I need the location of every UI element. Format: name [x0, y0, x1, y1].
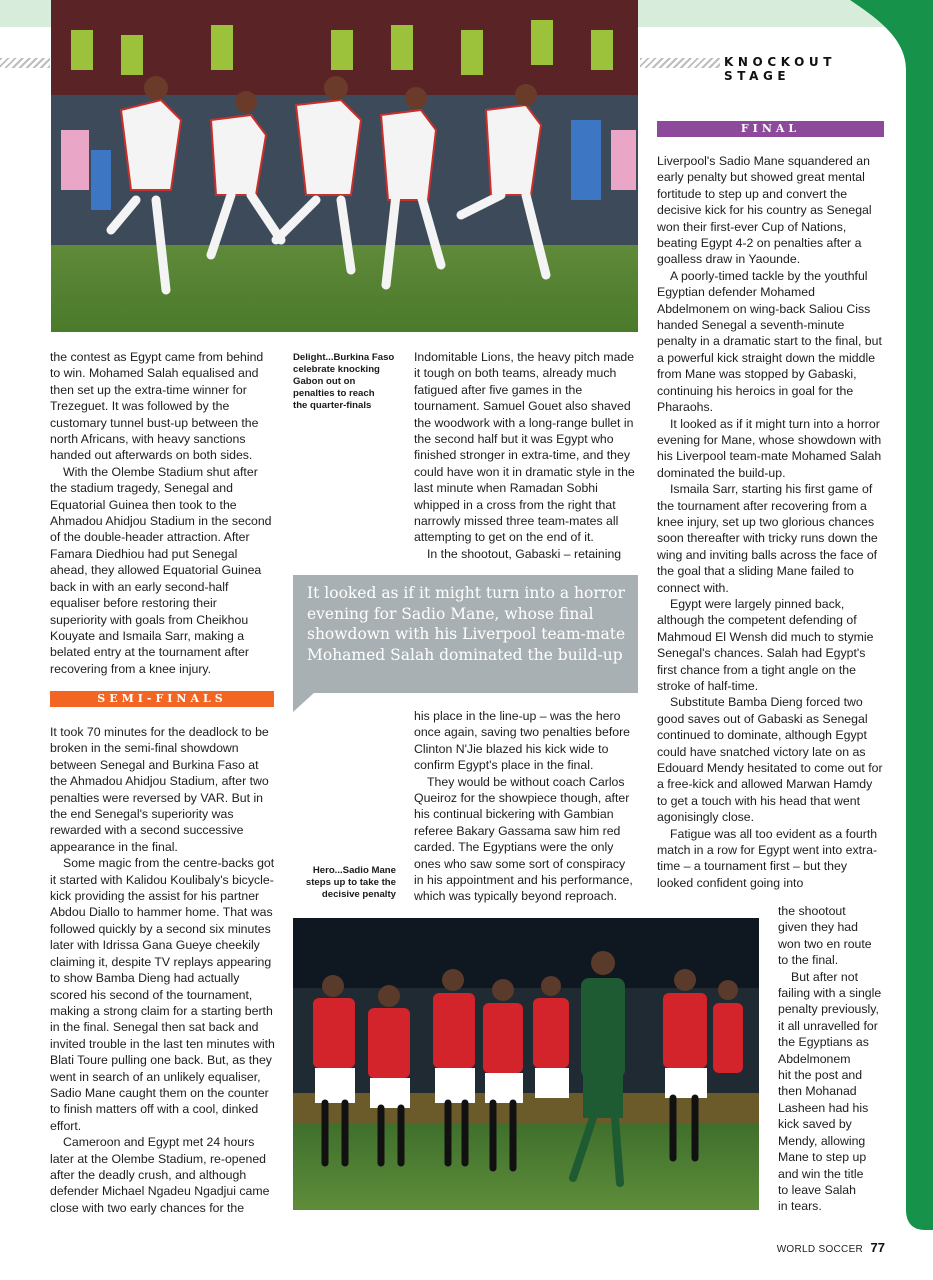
- narrow-line: Lasheen had his: [778, 1100, 869, 1115]
- column-3: [657, 153, 885, 891]
- column-1-paragraph: Cameroon and Egypt met 24 hours later at the Olembe Stadium, re-opened after the deadly crush, and although defender Michael Ngadeu Ngadjui came close with two early chances for the: [50, 1135, 270, 1215]
- column-3-narrow: [778, 903, 886, 1215]
- caption-line: celebrate knocking: [293, 364, 380, 375]
- section-label: KNOCKOUT STAGE: [724, 55, 837, 83]
- egypt-defeat-photo: [293, 918, 759, 1210]
- hatch-right: [640, 58, 720, 68]
- caption-line: the quarter-finals: [293, 400, 372, 411]
- final-heading: FINAL: [657, 121, 884, 137]
- page-number: 77: [870, 1240, 885, 1255]
- narrow-line: given they had: [778, 920, 858, 935]
- column-2-paragraph: They would be without coach Carlos Queiroz for the showpiece though, after his continual bickering with Gambian referee Bakary Gassama saw him red carded. The Egyptians were the only ones who saw some sort of conspiracy in his appointment and his performance, which was typically beyond reproach.: [414, 774, 633, 904]
- pull-quote-text: It looked as if it might turn into a horror evening for Sadio Mane, whose final showdown with his Liverpool team-mate Mohamed Salah dominated the build-up: [307, 584, 626, 664]
- column-2-paragraph: In the shootout, Gabaski – retaining: [427, 546, 622, 561]
- magazine-name: WORLD SOCCER: [776, 1244, 864, 1255]
- narrow-line: failing with a single: [778, 986, 882, 1001]
- column-1-paragraph: It took 70 minutes for the deadlock to be broken in the semi-final showdown between Senegal and Burkina Faso at the Ahmadou Ahidjou Stadium, after two penalties were reversed by VAR. But in the end Senegal's superiority was rewarded with a second successive appearance in the final.: [50, 725, 269, 854]
- caption-line: Delight...Burkina Faso: [293, 352, 395, 363]
- narrow-line: to leave Salah: [778, 1182, 856, 1197]
- column-1-bottom: [50, 724, 276, 1216]
- narrow-line: penalty previously,: [778, 1002, 879, 1017]
- column-3-paragraph: Liverpool's Sadio Mane squandered an early penalty but showed great mental fortitude to step up and convert the decisive kick for his country as Senegal won their first-ever Cup of Nations, beating Egypt 4-2 on penalties after a goalless draw in Yaounde.: [657, 154, 872, 267]
- narrow-line: Abdelmonem: [778, 1051, 851, 1066]
- top-photo-caption: [293, 352, 403, 412]
- narrow-line: Mane to step up: [778, 1150, 867, 1165]
- narrow-line: then Mohanad: [778, 1084, 857, 1099]
- burkina-faso-celebration-photo: [51, 0, 638, 332]
- column-1-paragraph: Some magic from the centre-backs got it started with Kalidou Koulibaly's bicycle-kick providing the assist for his partner Abdou Diallo to hammer home. That was followed quickly by a second six minutes later with Idrissa Gana Gueye cheekily claiming it, despite TV replays appearing to show Bamba Dieng had actually scored his second of the tournament, making a strong claim for a starting berth in the final. Senegal then sat back and invited trouble in the last ten minutes with Blati Toure pulling one back. But, as they went in search of an unlikely equaliser, Sadio Mane caught them on the counter to finish matters off with a cool, dinked effort.: [50, 856, 275, 1133]
- column-2-paragraph: Indomitable Lions, the heavy pitch made it tough on both teams, already much fatigued after five games in the tournament. Samuel Gouet also shaved the woodwork with a long-range bullet in the second half but it was Egypt who finished stronger in extra-time, and they could have won it in dramatic style in the last minute when Ramadan Sobhi whipped in a cross from the right that narrowly missed three team-mates all attempting to get on the end of it.: [414, 350, 635, 545]
- column-3-paragraph: Fatigue was all too evident as a fourth match in a row for Egypt went into extra-time – a tournament first – but they looked confident going into: [657, 826, 878, 890]
- semi-finals-heading: SEMI-FINALS: [50, 691, 274, 707]
- bottom-photo-caption: [293, 865, 396, 901]
- narrow-line: and win the title: [778, 1166, 864, 1181]
- narrow-line: it all unravelled for: [778, 1018, 878, 1033]
- narrow-line: the Egyptians as: [778, 1035, 869, 1050]
- narrow-line: Mendy, allowing: [778, 1133, 866, 1148]
- column-2-bottom: [414, 708, 638, 905]
- column-1-paragraph: the contest as Egypt came from behind to win. Mohamed Salah equalised and then set up the extra-time winner for Trezeguet. It was followed by the customary tunnel bust-up between the north Africans, with heavy sanctions handed out afterwards on both sides.: [50, 350, 264, 463]
- column-2-paragraph: his place in the line-up – was the hero once again, saving two penalties before Clinton N'Jie blazed his kick wide to confirm Egypt's place in the final.: [414, 709, 631, 773]
- caption-line: penalties to reach: [293, 388, 375, 399]
- pull-quote-tail: [293, 692, 315, 712]
- hatch-left: [0, 58, 50, 68]
- pull-quote-box: [293, 575, 638, 693]
- column-3-paragraph: Substitute Bamba Dieng forced two good saves out of Gabaski as Senegal continued to dominate, although Egypt could have snatched victory late on as Edouard Mendy hesitated to come out for a free-kick and allowed Marwan Hamdy to get a touch with his head that went agonisingly close.: [657, 695, 883, 825]
- column-1-paragraph: With the Olembe Stadium shut after the stadium tragedy, Senegal and Equatorial Guinea then took to the Ahmadou Ahidjou Stadium in the second of the double-header attraction. After Famara Diedhiou had put Senegal ahead, they allowed Equatorial Guinea back in with an early second-half equaliser before restoring their superiority with goals from Cheikhou Kouyate and Ismaila Sarr, making a belated entry at the tournament after recovering from a knee injury.: [50, 464, 272, 676]
- narrow-line: But after not: [791, 969, 858, 984]
- narrow-line: in tears.: [778, 1199, 822, 1214]
- caption-line: Gabon out on: [293, 376, 356, 387]
- narrow-line: hit the post and: [778, 1068, 863, 1083]
- column-3-paragraph: Ismaila Sarr, starting his first game of the tournament after recovering from a knee injury, set up two glorious chances soon thereafter with tricky runs down the wing and inviting balls across the face of the goal that a sliding Mane failed to connect with.: [657, 482, 878, 595]
- column-2-top: [414, 349, 638, 562]
- caption-line: steps up to take the: [305, 877, 396, 888]
- narrow-line: won two en route: [778, 936, 872, 951]
- column-3-paragraph: Egypt were largely pinned back, although the competent defending of Mahmoud El Wensh did much to stymie Senegal's chances. Salah had Egypt's first chance from a tight angle on the stroke of half-time.: [657, 596, 874, 693]
- narrow-line: to the final.: [778, 953, 839, 968]
- column-1-top: [50, 349, 276, 677]
- page-footer: [760, 1239, 885, 1257]
- caption-line: decisive penalty: [321, 889, 396, 900]
- column-3-paragraph: A poorly-timed tackle by the youthful Egyptian defender Mohamed Abdelmonem on wing-back Saliou Ciss handed Senegal a seventh-minute penalty in a dramatic start to the final, but a powerful kick straight down the middle from Mane was stopped by Gabaski, continuing his heroics in goal for the Pharaohs.: [657, 268, 882, 415]
- narrow-line: kick saved by: [778, 1117, 852, 1132]
- column-3-paragraph: It looked as if it might turn into a horror evening for Mane, whose showdown with his Liverpool team-mate Mohamed Salah dominated the build-up.: [657, 416, 882, 480]
- narrow-line: the shootout: [778, 904, 846, 918]
- caption-line: Hero...Sadio Mane: [312, 865, 396, 876]
